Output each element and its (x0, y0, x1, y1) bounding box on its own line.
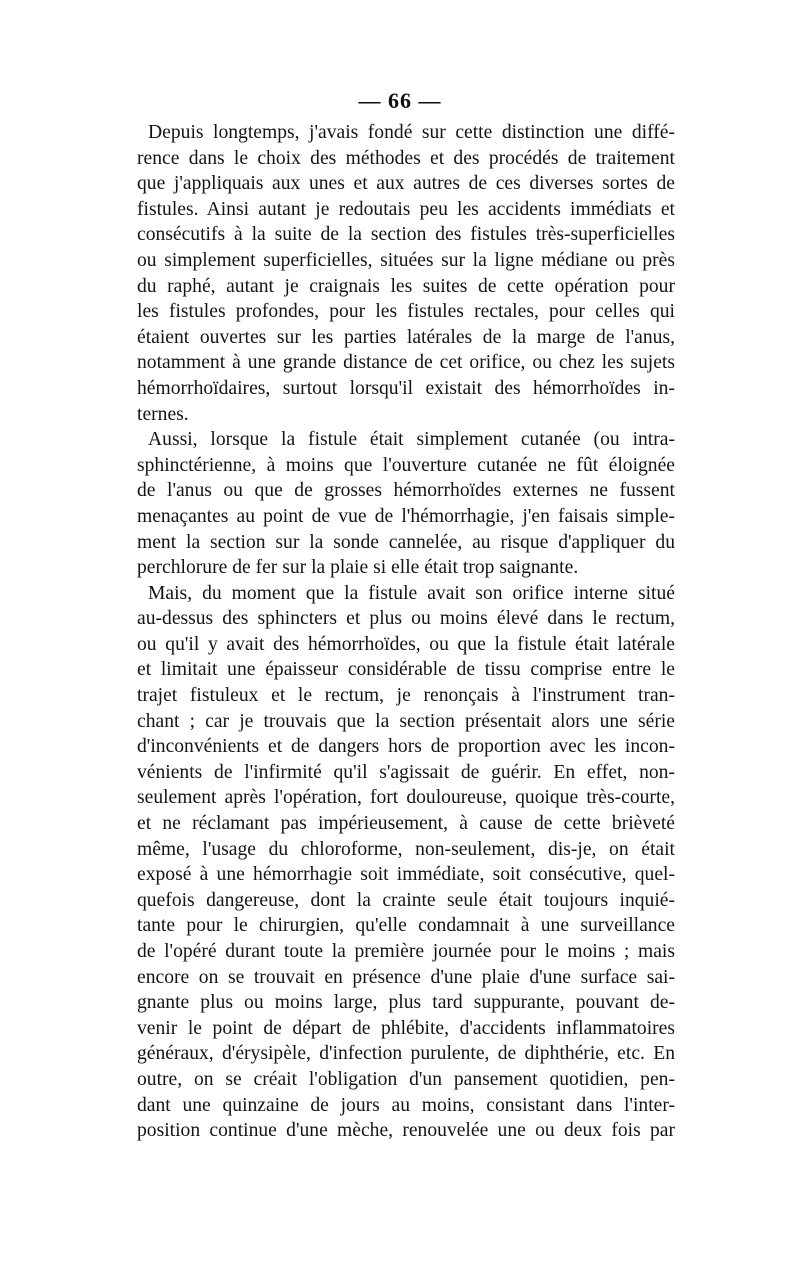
text-line: rence dans le choix des méthodes et des procédés de traitement (137, 147, 675, 169)
text-line: Mais, du moment que la fistule avait son orifice interne situé (148, 582, 675, 604)
paragraph-3 (137, 581, 675, 1144)
text-line: encore on se trouvait en présence d'une plaie d'une surface sai- (137, 966, 675, 988)
text-line: fistules. Ainsi autant je redoutais peu les accidents immédiats et (137, 198, 675, 220)
text-line: les fistules profondes, pour les fistules rectales, pour celles qui (137, 301, 675, 323)
text-line: au-dessus des sphincters et plus ou moins élevé dans le rectum, (137, 608, 675, 630)
text-line: seulement après l'opération, fort douloureuse, quoique très-courte, (137, 787, 675, 809)
text-line: consécutifs à la suite de la section des fistules très-superficielles (137, 224, 675, 246)
text-line: étaient ouvertes sur les parties latérales de la marge de l'anus, (137, 326, 675, 348)
text-line: tante pour le chirurgien, qu'elle condamnait à une surveillance (137, 915, 675, 937)
text-line: position continue d'une mèche, renouvelée une ou deux fois par (137, 1120, 675, 1142)
paragraph-1 (137, 120, 675, 427)
text-line: perchlorure de fer sur la plaie si elle était trop saignante. (137, 557, 579, 579)
text-line: vénients de l'infirmité qu'il s'agissait de guérir. En effet, non- (137, 761, 675, 783)
text-line: venir le point de départ de phlébite, d'accidents inflammatoires (137, 1017, 675, 1039)
text-line: dant une quinzaine de jours au moins, consistant dans l'inter- (137, 1094, 675, 1116)
text-line: ou qu'il y avait des hémorrhoïdes, ou que la fistule était latérale (137, 633, 675, 655)
text-line: ternes. (137, 403, 189, 425)
text-line: du raphé, autant je craignais les suites de cette opération pour (137, 275, 675, 297)
text-line: et limitait une épaisseur considérable de tissu comprise entre le (137, 659, 675, 681)
text-line: sphinctérienne, à moins que l'ouverture cutanée ne fût éloignée (137, 454, 675, 476)
text-line: ment la section sur la sonde cannelée, au risque d'appliquer du (137, 531, 675, 553)
text-line: généraux, d'érysipèle, d'infection purulente, de diphthérie, etc. En (137, 1043, 675, 1065)
text-line: de l'opéré durant toute la première journée pour le moins ; mais (137, 941, 675, 962)
text-line: hémorrhoïdaires, surtout lorsqu'il existait des hémorrhoïdes in- (137, 377, 675, 399)
text-line: quefois dangereuse, dont la crainte seule était toujours inquié- (137, 889, 675, 911)
text-line: gnante plus ou moins large, plus tard suppurante, pouvant de- (137, 992, 675, 1014)
text-line: exposé à une hémorrhagie soit immédiate, soit consécutive, quel- (137, 864, 675, 886)
text-line: menaçantes au point de vue de l'hémorrhagie, j'en faisais simple- (137, 505, 675, 527)
text-line: et ne réclamant pas impérieusement, à cause de cette brièveté (137, 813, 675, 835)
text-line: que j'appliquais aux unes et aux autres de ces diverses sortes de (137, 173, 675, 195)
text-line: de l'anus ou que de grosses hémorrhoïdes externes ne fussent (137, 480, 675, 502)
text-line: notamment à une grande distance de cet orifice, ou chez les sujets (137, 352, 675, 374)
text-line: chant ; car je trouvais que la section présentait alors une série (137, 710, 675, 732)
text-line: ou simplement superficielles, situées sur la ligne médiane ou près (137, 249, 675, 271)
page-number: — 66 — (358, 88, 442, 113)
text-line: Aussi, lorsque la fistule était simplement cutanée (ou intra- (148, 429, 675, 451)
text-line: trajet fistuleux et le rectum, je renonçais à l'instrument tran- (137, 685, 675, 707)
text-line: même, l'usage du chloroforme, non-seulement, dis-je, on était (137, 838, 675, 860)
text-line: d'inconvénients et de dangers hors de proportion avec les incon- (137, 736, 675, 758)
text-line: Depuis longtemps, j'avais fondé sur cette distinction une diffé- (148, 122, 675, 143)
text-line: outre, on se créait l'obligation d'un pansement quotidien, pen- (137, 1068, 675, 1090)
paragraph-2 (137, 427, 675, 581)
body-text (137, 120, 675, 1144)
